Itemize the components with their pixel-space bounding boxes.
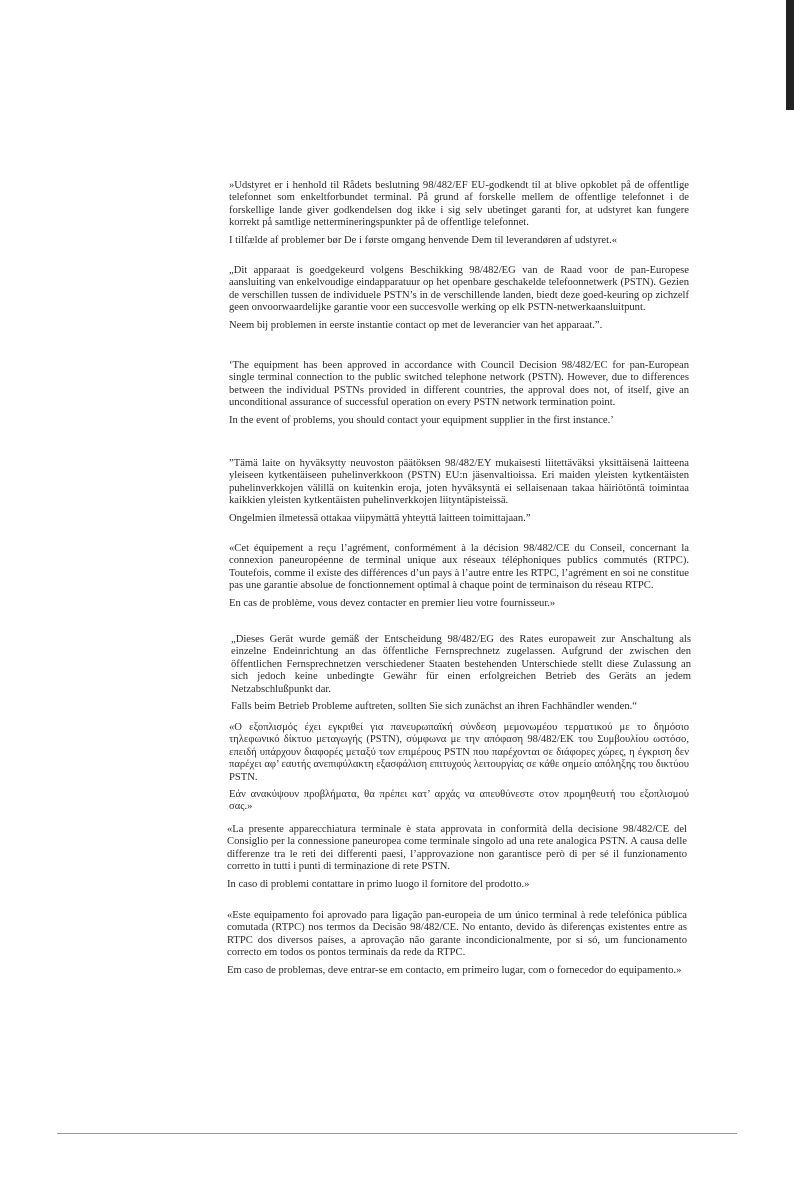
statement-greek	[229, 722, 689, 814]
statement-body: ”Tämä laite on hyväksytty neuvoston päätöksen 98/482/EY mukaisesti liitettäväksi yksittäisenä laitteena yleiseen kytkentäiseen puhelinverkkoon (PSTN) EU:n jäsenvaltioissa. Eri maiden yleisten kytkentäisten puhelinverkkojen välillä on kuitenkin eroja, joten hyväksyntä ei sellaisenaan takaa häiriötöntä toimintaa kaikkien yleisten kytkentäisten puhelinverkkojen liityntäpisteissä.	[229, 458, 689, 507]
statement-note: In caso di problemi contattare in primo luogo il fornitore del prodotto.»	[227, 878, 530, 890]
statement-body: «Ο εξοπλισμός έχει εγκριθεί για πανευρωπαϊκή σύνδεση μεμονωμέου τερματικού με το δημόσιο τηλεφωνικό δίκτυο μεταγωγής (PSTN), σύμφωνα με την απόφαση 98/482/ΕΚ του Συμβουλίου ωστόσο, επειδή υπάρχουν διαφορές μεταξύ των επιμέρους PSTN που παρέχονται σε διάφορες χώρες, η έγκριση δεν παρέχει αφ’ εαυτής ανεπιφύλακτη εξασφάλιση επιτυχούς λειτουργίας σε κάθε σημείο απόληξης του δικτύου PSTN.	[229, 722, 689, 783]
statement-body: «Cet équipement a reçu l’agrément, conformément à la décision 98/482/CE du Conseil, concernant la connexion paneuropéenne de terminal unique aux réseaux téléphoniques publics commutés (RTPC). Toutefois, comme il existe des différences d’un pays à l’autre entre les RTPC, l’agrément en soi ne constitue pas une garantie absolue de fonctionnement optimal à chaque point de terminaison du réseau RTPC.	[229, 543, 689, 592]
statement-french	[229, 543, 689, 610]
statement-body: „Dit apparaat is goedgekeurd volgens Beschikking 98/482/EG van de Raad voor de pan-Europese aansluiting van enkelvoudige eindapparatuur op het openbare geschakelde telefoonnetwerk (PSTN). Gezien de verschillen tussen de individuele PSTN’s in de verschillende landen, biedt deze goed-keuring op zichzelf geen onvoorwaardelijke garantie voor een succesvolle werking op elk PSTN-netwerkaansluitpunt.	[229, 265, 689, 314]
page-edge-tab	[786, 0, 794, 110]
statement-note: I tilfælde af problemer bør De i første omgang henvende Dem til leverandøren af udstyret.«	[229, 234, 618, 246]
statement-note: In the event of problems, you should contact your equipment supplier in the first instance.’	[229, 414, 614, 426]
statement-english	[229, 360, 689, 427]
statement-note: Neem bij problemen in eerste instantie contact op met de leverancier van het apparaat.”.	[229, 319, 603, 331]
statement-body: „Dieses Gerät wurde gemäß der Entscheidung 98/482/EG des Rates europaweit zur Anschaltung als einzelne Endeinrichtung an das öffentliche Fernsprechnetz zugelassen. Aufgrund der zwischen den öffentlichen Fernsprechnetzen verschiedener Staaten bestehenden Unterschiede stellt diese Zulassung an sich jedoch keine unbedingte Gewähr für einen erfolgreichen Betrieb des Geräts an jedem Netzabschlußpunkt dar.	[231, 634, 691, 695]
statement-dutch	[229, 265, 689, 332]
statement-body: «La presente apparecchiatura terminale è stata approvata in conformità della decisione 98/482/CE del Consiglio per la connessione paneuropea come terminale singolo ad una rete analogica PSTN. A causa delle differenze tra le reti dei differenti paesi, l’approvazione non garantisce però di per sé il funzionamento corretto in tutti i punti di terminazione di rete PSTN.	[227, 824, 687, 873]
statement-body: «Este equipamento foi aprovado para ligação pan-europeia de um único terminal à rede telefónica pública comutada (RTPC) nos termos da Decisão 98/482/CE. No entanto, devido às diferenças existentes entre as RTPC dos diversos países, a aprovação não garante incondicionalmente, por si só, um funcionamento correcto em todos os pontos terminais da rede da RTPC.	[227, 910, 687, 959]
statement-body: »Udstyret er i henhold til Rådets beslutning 98/482/EF EU-godkendt til at blive opkoblet på de offentlige telefonnet som enkeltforbundet terminal. På grund af forskelle mellem de offentlige telefonnet i de forskellige lande giver godkendelsen dog ikke i sig selv ubetinget garanti for, at udstyret kan fungere korrekt på samtlige nettermineringspunkter på de offentlige telefonnet.	[229, 180, 689, 229]
statement-note: Ongelmien ilmetessä ottakaa viipymättä yhteyttä laitteen toimittajaan.”	[229, 512, 531, 524]
footer-divider	[57, 1133, 737, 1134]
statement-note: Em caso de problemas, deve entrar-se em contacto, em primeiro lugar, com o fornecedor do equipamento.»	[227, 964, 682, 976]
statement-italian	[227, 824, 687, 891]
statement-body: ‘The equipment has been approved in accordance with Council Decision 98/482/EC for pan-European single terminal connection to the public switched telephone network (PSTN). However, due to differences between the individual PSTNs provided in different countries, the approval does not, of itself, give an unconditional assurance of successful operation on every PSTN network termination point.	[229, 360, 689, 409]
statement-finnish	[229, 458, 689, 525]
statement-note: En cas de problème, vous devez contacter en premier lieu votre fournisseur.»	[229, 597, 556, 609]
statement-note: Εάν ανακύψουν προβλήματα, θα πρέπει κατ’ αρχάς να απευθύνεστε στον προμηθευτή του εξοπλισμού σας.»	[229, 789, 689, 813]
statement-note: Falls beim Betrieb Probleme auftreten, sollten Sie sich zunächst an ihren Fachhändler wenden.“	[231, 701, 637, 713]
statement-german	[231, 634, 691, 713]
statement-danish	[229, 180, 689, 247]
statement-portuguese	[227, 910, 687, 977]
